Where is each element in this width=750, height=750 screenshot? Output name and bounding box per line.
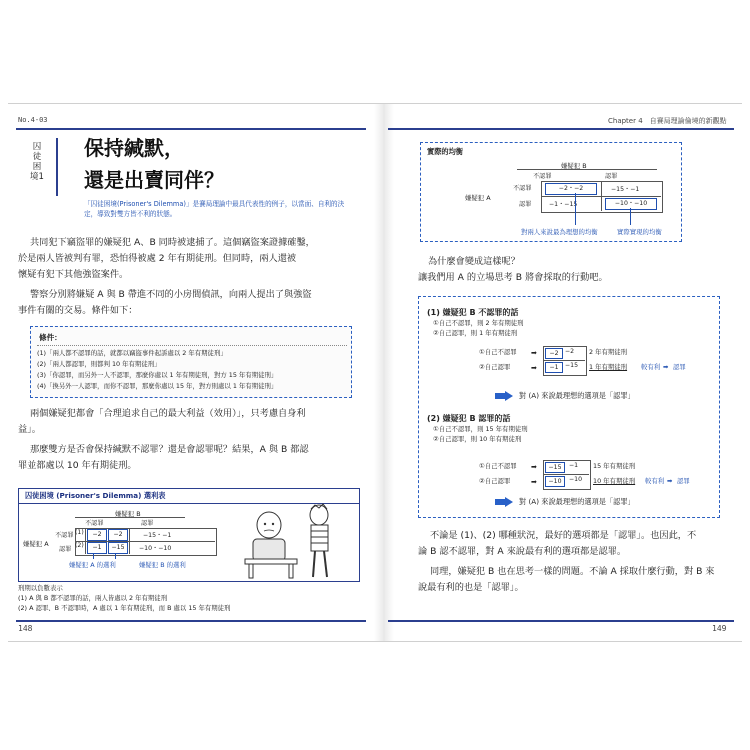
analysis-box [418, 296, 720, 518]
case1-conclusion: 對 (A) 來說最理想的選項是「認罪」 [519, 391, 635, 400]
case2-v2a: −10 [545, 476, 565, 487]
arrow-right-icon: ➡ [667, 477, 673, 485]
row-marker: (2) [75, 542, 84, 549]
para3-line1: 兩個嫌疑犯都會「合理追求自己的最大利益（效用）」，只考慮自身利 [30, 408, 306, 419]
page-title-line2: 還是出賣同伴？ [84, 168, 224, 192]
case1-option2: ②自己認罪 [479, 363, 511, 371]
right-para2-line2: 說最有利的也是「認罪」。 [418, 582, 524, 593]
header-rule [388, 128, 734, 130]
para1-line3: 懷疑有犯下其他強盜案件。 [18, 269, 129, 280]
row-deny-label: 不認罪 [55, 532, 74, 539]
eq-label-ideal: 對兩人來說最為理想的均衡 [521, 228, 598, 236]
case2-line2: ②自己認罪，則 10 年有期徒刑 [433, 435, 522, 443]
equilibrium-box [420, 142, 682, 242]
arrow-right-icon: ➡ [531, 364, 537, 372]
eq-cell-ideal: −2・−2 [545, 183, 597, 195]
case2-result2: 10 年有期徒刑 [593, 477, 636, 485]
eq-label-actual: 實際實現的均衡 [617, 228, 662, 236]
page-number: 149 [712, 624, 727, 633]
dilemma-table-box [18, 488, 360, 582]
right-para1-line1: 不論是 (1)、(2) 哪種狀況，最好的選項都是「認罪」。也因此，不 [430, 530, 697, 541]
row-admit-label: 認罪 [59, 546, 72, 553]
label-b-choice: 嫌疑犯 B 的選利 [139, 561, 186, 569]
conclusion-arrow [495, 393, 505, 399]
case1-better: 較有利 [641, 363, 661, 371]
case2-option2: ②自己認罪 [479, 477, 511, 485]
case1-grid-hline [543, 360, 585, 361]
eq-suspect-a: 嫌疑犯 A [465, 194, 491, 202]
case1-title: (1) 嫌疑犯 B 不認罪的話 [427, 308, 519, 317]
eq-pointer-line [575, 193, 576, 225]
case1-option1: ①自己不認罪 [479, 348, 517, 356]
case2-better-pick: 認罪 [677, 477, 690, 485]
note-line1: (1) A 與 B 都不認罪的話，兩人皆處以 2 年有期徒刑 [18, 594, 168, 602]
para4-line1: 那麼雙方是否會保持緘默不認罪？還是會認罪呢？結果，A 與 B 都認 [30, 444, 309, 455]
case2-conclusion: 對 (A) 來說最理想的選項是「認罪」 [519, 497, 635, 506]
condition-item: (4)「換另外一人認罪，而你不認罪，那麼你處以 15 年，對方則處以 1 年有期徒刑」 [37, 382, 278, 390]
suspect-a-label: 嫌疑犯 A [23, 540, 49, 548]
cell-a-admit-deny: −1 [87, 542, 107, 554]
case2-result1: 15 年有期徒刑 [593, 462, 636, 470]
case1-result1: 2 年有期徒刑 [589, 348, 628, 356]
para4-line2: 罪並都處以 10 年有期徒刑。 [18, 460, 137, 471]
col-admit-label: 認罪 [141, 520, 154, 527]
cell-b-admit-deny: −15 [108, 542, 128, 554]
equilibrium-title: 實際的均衡 [427, 147, 463, 156]
side-label: 囚徒困境1 [30, 142, 44, 182]
case1-v1a: −2 [545, 348, 563, 359]
para2-line1: 警察分別將嫌疑 A 與 B 帶進不同的小房間偵訊，向兩人提出了與強盜 [30, 289, 312, 300]
conclusion-arrow-icon [505, 497, 513, 507]
case1-line2: ②自己認罪，則 1 年有期徒刑 [433, 329, 518, 337]
arrow-right-icon: ➡ [531, 349, 537, 357]
lead-text: 「囚徒困境(Prisoner's Dilemma)」是賽局理論中最具代表性的例子，以當面、自利的決定，導致對雙方皆不利的狀態。 [84, 200, 345, 218]
case2-line1: ①自己不認罪，則 15 年有期徒刑 [433, 425, 528, 433]
case2-option1: ①自己不認罪 [479, 462, 517, 470]
case1-v2b: −15 [565, 362, 579, 369]
dilemma-table-title: 囚徒困境 (Prisoner's Dilemma) 選利表 [25, 491, 166, 500]
cell-deny-admit: −15・−1 [143, 532, 172, 539]
pointer-line [93, 554, 94, 559]
para1-line2: 於是兩人皆被判有罪，恐怕得被處 2 年有期徒刑。但同時，兩人還被 [18, 253, 297, 264]
chapter-header: Chapter 4 自賽局理論倫境的新觀點 [608, 117, 727, 125]
note-title: 刑期以負數表示 [18, 584, 63, 592]
case2-title: (2) 嫌疑犯 B 認罪的話 [427, 414, 511, 423]
case1-v2a: −1 [545, 362, 563, 373]
eq-suspect-b: 嫌疑犯 B [561, 162, 587, 170]
case2-better: 較有利 [645, 477, 665, 485]
label-a-choice: 嫌疑犯 A 的選利 [69, 561, 116, 569]
eq-col-deny: 不認罪 [533, 173, 552, 180]
prisoners-illustration [231, 503, 351, 579]
cell-b-deny-deny: −2 [108, 529, 128, 541]
conditions-divider [37, 345, 347, 346]
eq-cell-actual: −10・−10 [605, 198, 657, 210]
dilemma-table-header [19, 489, 359, 504]
condition-item: (1)「兩人都不認罪的話，就都以竊盜事件起訴處以 2 年有期徒刑」 [37, 349, 227, 357]
eq-grid-vline [601, 181, 602, 211]
eq-col-admit: 認罪 [605, 173, 618, 180]
book-spread [8, 103, 742, 642]
row-marker: (1) [75, 529, 84, 536]
eq-header-line [517, 169, 657, 170]
page-tag: No.4-03 [18, 116, 48, 124]
arrow-right-icon: ➡ [531, 463, 537, 471]
question-line1: 為什麼會變成這樣呢？ [428, 256, 520, 267]
conditions-title: 條件： [39, 333, 62, 342]
condition-item: (2)「兩人都認罪，則都判 10 年有期徒刑」 [37, 360, 161, 368]
case1-result2: 1 年有期徒刑 [589, 363, 628, 371]
condition-item: (3)「你認罪，而另外一人不認罪，那麼你處以 1 年有期徒刑，對方 15 年有期徒刑」 [37, 371, 278, 379]
grid-vline [85, 528, 86, 554]
eq-pointer-line [630, 208, 631, 225]
case2-v2b: −10 [569, 476, 583, 483]
footer-rule [16, 620, 366, 622]
footer-rule [388, 620, 734, 622]
title-divider [56, 138, 58, 196]
conclusion-arrow [495, 499, 505, 505]
cell-a-deny-deny: −2 [87, 529, 107, 541]
page-number: 148 [18, 624, 33, 633]
page-title-line1: 保持緘默， [84, 136, 184, 160]
suspect-b-label: 嫌疑犯 B [115, 510, 141, 518]
col-deny-label: 不認罪 [85, 520, 104, 527]
header-rule [16, 128, 366, 130]
arrow-right-icon: ➡ [531, 478, 537, 486]
eq-row-deny: 不認罪 [513, 185, 532, 192]
arrow-right-icon: ➡ [663, 363, 669, 371]
case1-better-pick: 認罪 [673, 363, 686, 371]
eq-row-admit: 認罪 [519, 201, 532, 208]
case2-v1a: −15 [545, 462, 565, 473]
case2-grid-hline [543, 474, 589, 475]
book-gutter [374, 104, 394, 641]
right-para1-line2: 論 B 認不認罪，對 A 來說最有利的選項都是認罪。 [418, 546, 627, 557]
case1-v1b: −2 [565, 348, 575, 355]
conclusion-arrow-icon [505, 391, 513, 401]
question-line2: 讓我們用 A 的立場思考 B 將會採取的行動吧。 [418, 272, 608, 283]
pointer-line [115, 554, 116, 559]
case1-line1: ①自己不認罪，則 2 年有期徒刑 [433, 319, 524, 327]
eq-cell-deny-admit: −15・−1 [611, 186, 640, 193]
note-line2: (2) A 認罪、B 不認罪時，A 處以 1 年有期徒刑，而 B 處以 15 年有期徒刑 [18, 604, 231, 612]
cell-admit-admit: −10・−10 [139, 545, 172, 552]
para1-line1: 共同犯下竊盜罪的嫌疑犯 A、B 同時被逮捕了。這個竊盜案證據確鑿， [30, 237, 315, 248]
para3-line2: 益」。 [18, 424, 41, 435]
right-para2-line1: 同理，嫌疑犯 B 也在思考一樣的問題。不論 A 採取什麼行動，對 B 來 [430, 566, 715, 577]
grid-vline [129, 528, 130, 554]
case2-v1b: −1 [569, 462, 579, 469]
conditions-box [30, 326, 352, 398]
eq-cell-admit-deny: −1・−15 [549, 201, 578, 208]
para2-line2: 事件有關的交易。條件如下： [18, 305, 138, 316]
